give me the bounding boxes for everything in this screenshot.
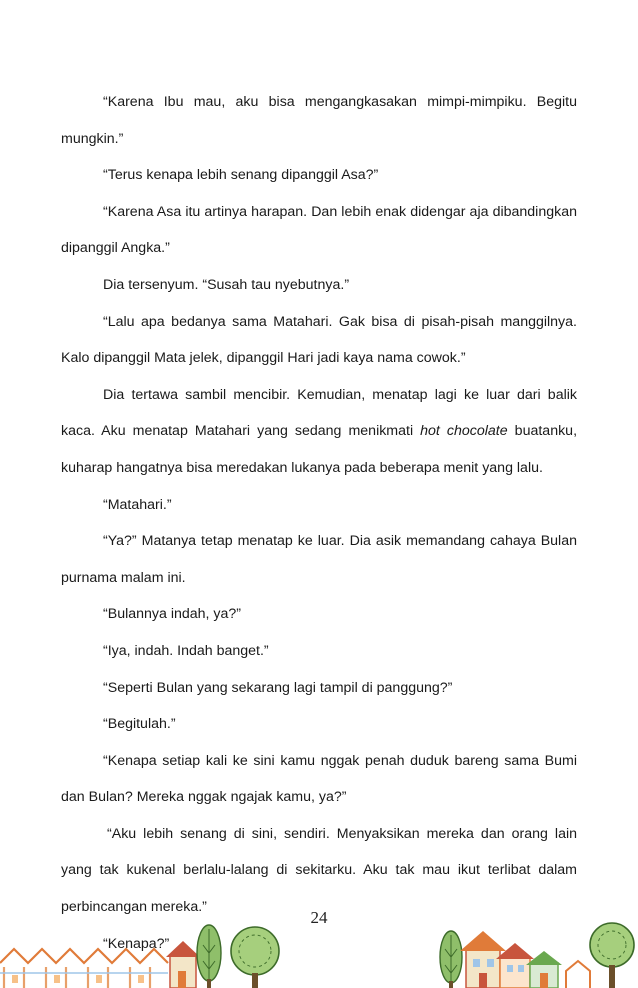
text-line: “Ya?” Matanya tetap menatap ke luar. Dia asik memandang cahaya Bulan — [103, 533, 577, 550]
text-line: yang tak kukenal berlalu-lalang di sekitarku. Aku tak mau ikut terlibat dalam — [61, 862, 577, 879]
text-line: mungkin.” — [61, 130, 124, 147]
tree-icon — [197, 925, 221, 988]
text-line: “Bulannya indah, ya?” — [103, 606, 242, 623]
text-line: perbincangan mereka.” — [61, 899, 207, 916]
italic-text-run: hot chocolate — [420, 423, 508, 440]
page-number: 24 — [310, 908, 328, 927]
text-line: “Terus kenapa lebih senang dipanggil Asa?” — [103, 167, 379, 184]
text-line: “Begitulah.” — [103, 716, 176, 733]
text-line: “Karena Asa itu artinya harapan. Dan lebih enak didengar aja dibandingkan — [103, 203, 577, 220]
text-line: dipanggil Angka.” — [61, 240, 170, 257]
tree-icon — [590, 923, 634, 988]
text-line: “Karena Ibu mau, aku bisa mengangkasakan mimpi-mimpiku. Begitu — [103, 94, 577, 110]
house-row-left-accent-icon — [12, 975, 144, 983]
text-line-mixed — [61, 413, 577, 450]
text-line: purnama malam ini. — [61, 569, 186, 586]
text-line: “Aku lebih senang di sini, sendiri. Menyaksikan mereka dan orang lain — [107, 825, 577, 842]
text-line: dan Bulan? Mereka nggak ngajak kamu, ya?” — [61, 789, 347, 806]
house-cluster-icon — [460, 931, 562, 988]
body-text — [61, 84, 577, 962]
house-row-right-icon — [566, 961, 590, 988]
text-line: Dia tertawa sambil mencibir. Kemudian, menatap lagi ke luar dari balik — [103, 386, 577, 403]
tree-icon — [231, 927, 279, 988]
text-line: “Seperti Bulan yang sekarang lagi tampil di panggung?” — [103, 679, 453, 696]
text-line: kuharap hangatnya bisa meredakan lukanya pada beberapa menit yang lalu. — [61, 459, 543, 476]
text-line: “Kenapa setiap kali ke sini kamu nggak penah duduk bareng sama Bumi — [103, 752, 577, 769]
text-line: “Matahari.” — [103, 496, 172, 513]
text-run: buatanku, — [507, 423, 577, 440]
text-run: kaca. Aku menatap Matahari yang sedang menikmati — [61, 423, 421, 440]
small-house-icon — [166, 941, 200, 988]
text-line: “Iya, indah. Indah banget.” — [103, 642, 269, 659]
text-line: Kalo dipanggil Mata jelek, dipanggil Hari jadi kaya nama cowok.” — [61, 350, 466, 367]
text-line: “Lalu apa bedanya sama Matahari. Gak bisa di pisah-pisah manggilnya. — [103, 313, 577, 330]
tree-icon — [440, 931, 462, 988]
text-line: “Kenapa?” — [103, 935, 170, 952]
text-line: Dia tersenyum. “Susah tau nyebutnya.” — [103, 276, 350, 293]
